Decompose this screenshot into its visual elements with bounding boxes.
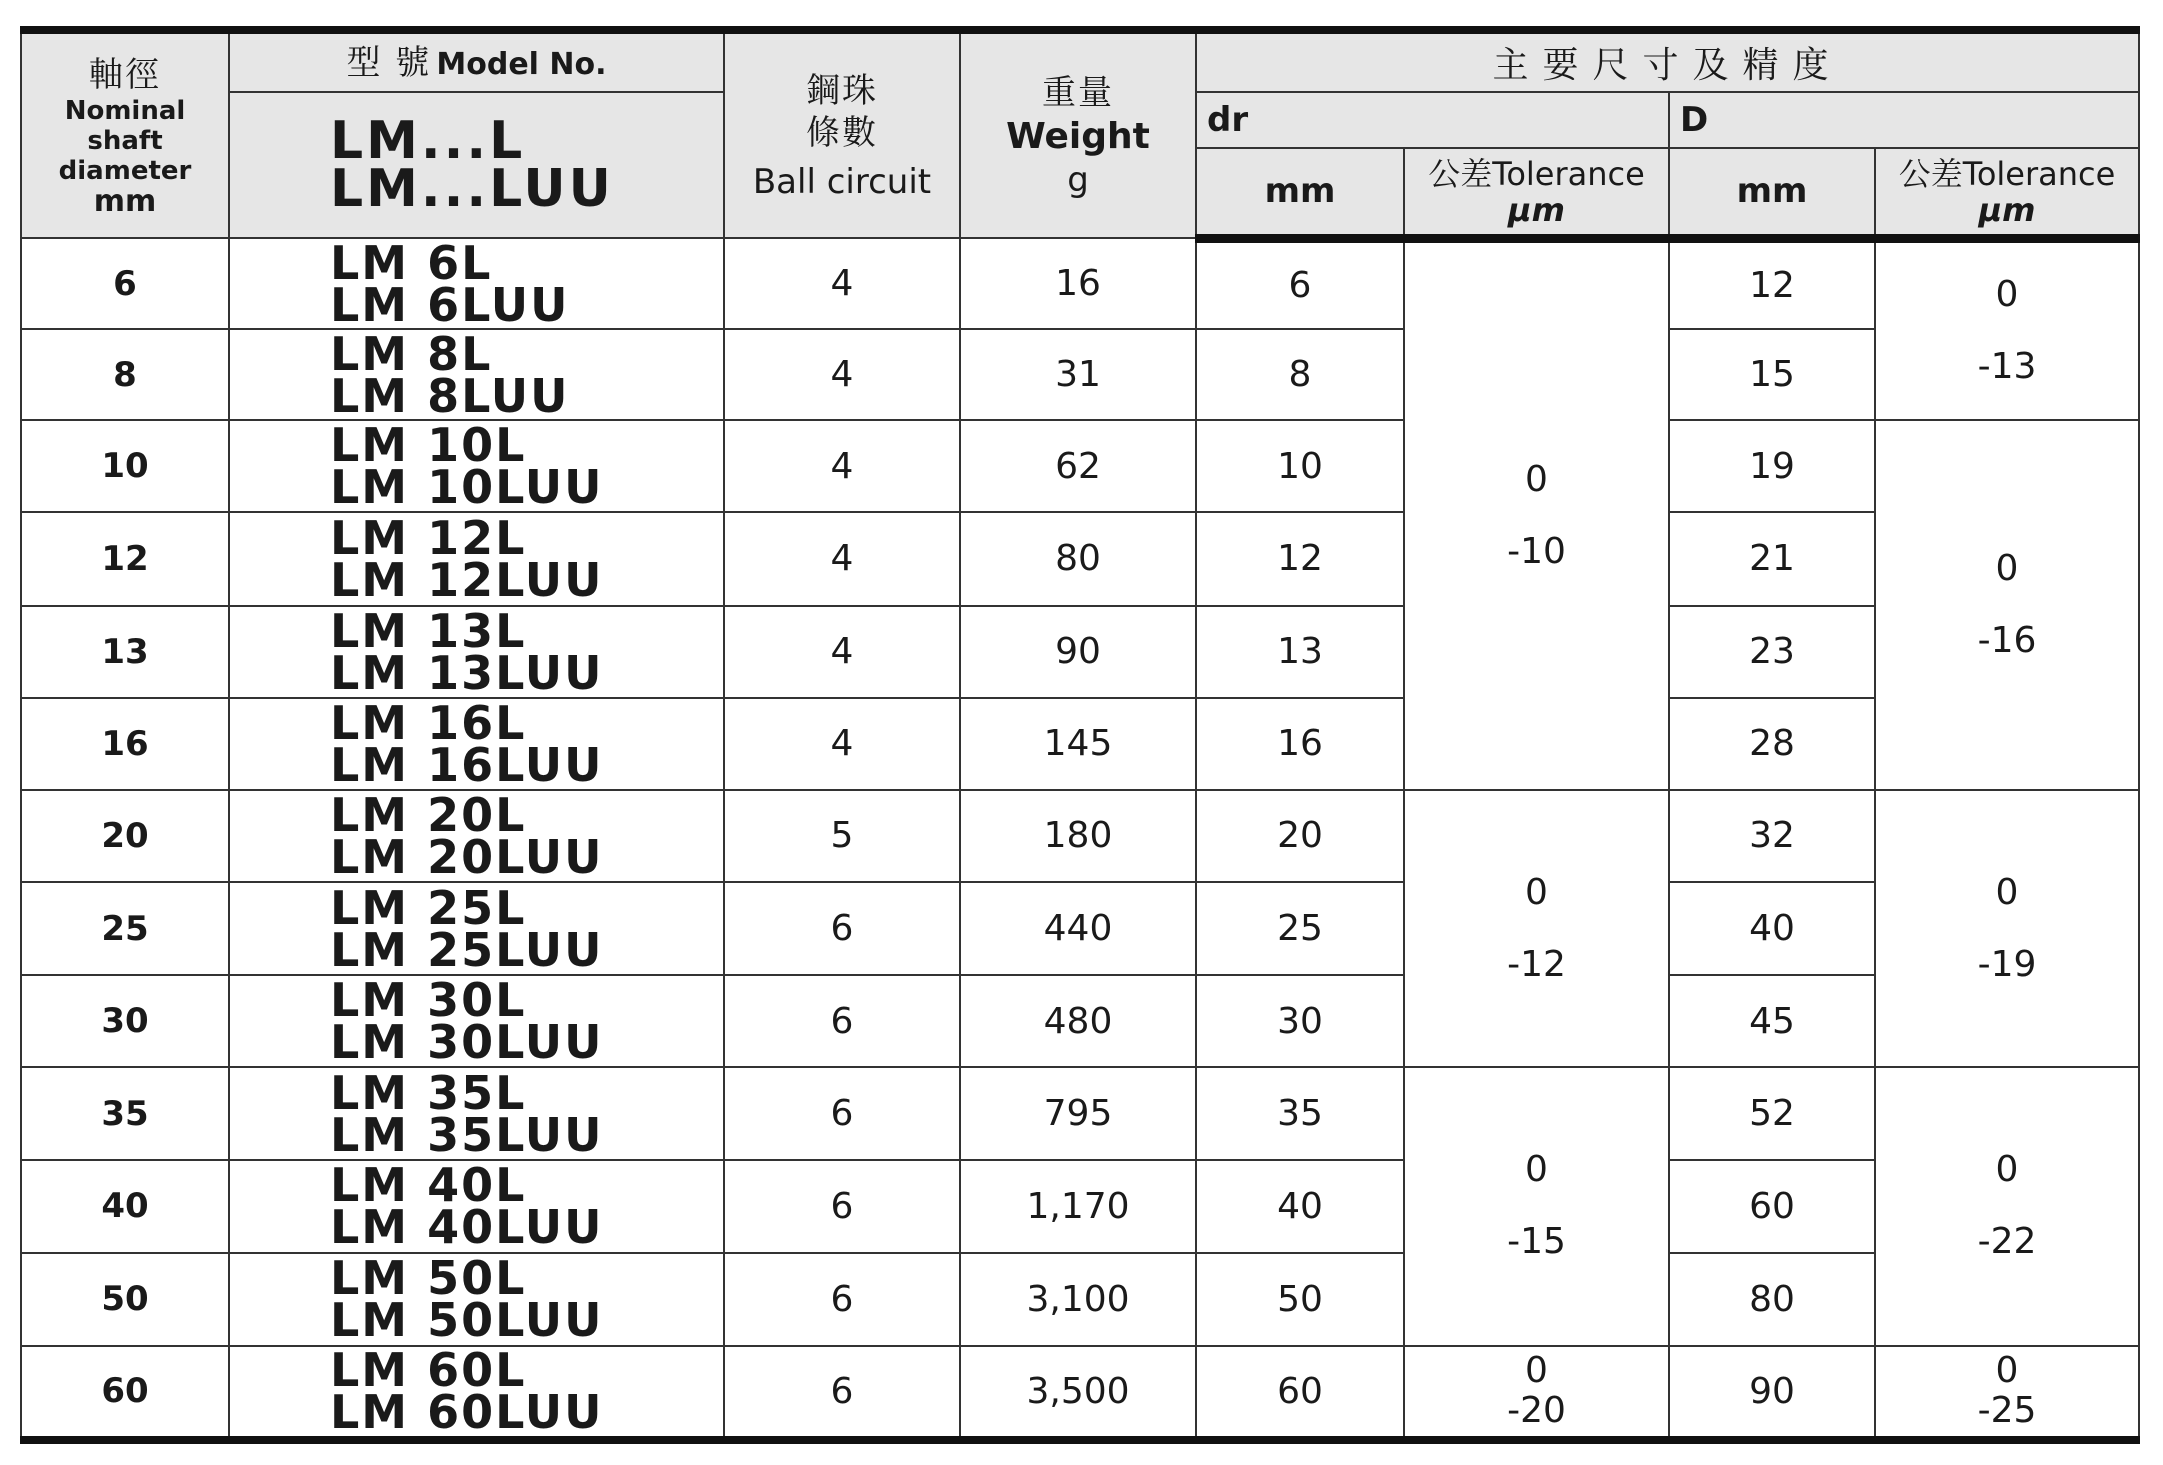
model-no-uu: LM 35LUU	[330, 1107, 604, 1161]
table-row	[21, 512, 2139, 605]
table-row	[21, 606, 2139, 698]
model-no: LM 20L	[330, 789, 527, 842]
cell-model	[229, 1067, 724, 1160]
cell-D: 80	[1669, 1253, 1875, 1346]
table-row	[21, 882, 2139, 975]
cell-shaft: 30	[21, 975, 229, 1067]
cell-model	[229, 1346, 724, 1440]
cell-ball-circuit: 6	[724, 1346, 960, 1440]
model-no-uu: LM 50LUU	[330, 1293, 604, 1346]
cell-shaft: 6	[21, 238, 229, 329]
cell-model	[229, 329, 724, 420]
cell-dr: 20	[1196, 790, 1404, 882]
cell-weight: 31	[960, 329, 1196, 420]
cell-weight: 440	[960, 882, 1196, 975]
cell-dr: 50	[1196, 1253, 1404, 1346]
table-row	[21, 420, 2139, 512]
cell-model	[229, 975, 724, 1067]
header-ball-circuit	[724, 30, 960, 238]
D-tol-upper: 0	[1995, 1149, 2019, 1191]
cell-ball-circuit: 4	[724, 420, 960, 512]
cell-model	[229, 698, 724, 790]
cell-shaft: 13	[21, 606, 229, 698]
cell-weight: 16	[960, 238, 1196, 329]
table-row	[21, 1253, 2139, 1346]
table-row	[21, 1067, 2139, 1160]
table-row	[21, 329, 2139, 420]
dr-tol-upper: 0	[1525, 871, 1548, 913]
header-dr: dr	[1196, 92, 1669, 148]
header-weight	[960, 30, 1196, 238]
cell-dr-tolerance	[1404, 238, 1669, 790]
cell-model	[229, 512, 724, 605]
cell-ball-circuit: 6	[724, 975, 960, 1067]
model-no: LM 50L	[330, 1252, 527, 1306]
cell-model	[229, 1160, 724, 1252]
model-no: LM 60L	[330, 1345, 527, 1398]
table-row	[21, 698, 2139, 790]
cell-weight: 145	[960, 698, 1196, 790]
cell-D: 32	[1669, 790, 1875, 882]
header-weight-en: Weight	[1006, 115, 1150, 157]
header-D-tol-label	[1876, 155, 2138, 193]
cell-shaft: 35	[21, 1067, 229, 1160]
cell-shaft: 40	[21, 1160, 229, 1252]
header-ball-cn-2: 條數	[806, 112, 878, 153]
cell-dr-tolerance	[1404, 790, 1669, 1067]
D-tol-upper: 0	[1995, 1350, 2019, 1392]
header-shaft-en-2: shaft	[87, 125, 163, 156]
D-tol-upper: 0	[1995, 273, 2019, 315]
cell-shaft: 10	[21, 420, 229, 512]
model-no: LM 13L	[330, 605, 527, 658]
header-D-mm: mm	[1669, 148, 1875, 238]
header-dr-tol-unit: μm	[1508, 191, 1565, 230]
header-model-cn: 型 號	[346, 42, 432, 83]
cell-D: 60	[1669, 1160, 1875, 1252]
cell-weight: 80	[960, 512, 1196, 605]
table-row	[21, 238, 2139, 329]
table-row	[21, 975, 2139, 1067]
model-no: LM 6L	[330, 238, 493, 290]
cell-weight: 62	[960, 420, 1196, 512]
header-D-tol-cn: 公差	[1898, 155, 1963, 194]
cell-weight: 480	[960, 975, 1196, 1067]
cell-ball-circuit: 6	[724, 882, 960, 975]
dr-tol-lower: -20	[1507, 1390, 1566, 1432]
cell-dr: 12	[1196, 512, 1404, 605]
linear-bushing-spec-table	[20, 26, 2140, 1444]
cell-D: 23	[1669, 606, 1875, 698]
cell-ball-circuit: 4	[724, 606, 960, 698]
cell-D-tolerance	[1875, 238, 2139, 420]
D-tol-upper: 0	[1995, 871, 2019, 913]
cell-D: 21	[1669, 512, 1875, 605]
header-weight-cn: 重量	[1042, 72, 1114, 113]
header-dr-mm: mm	[1196, 148, 1404, 238]
model-no-uu: LM 6LUU	[330, 277, 570, 330]
header-model-series-1: LM...L	[330, 111, 526, 171]
cell-D: 28	[1669, 698, 1875, 790]
dr-tol-lower: -15	[1507, 1221, 1566, 1263]
header-weight-unit: g	[1067, 159, 1089, 200]
header-shaft-diameter	[21, 30, 229, 238]
model-no: LM 8L	[330, 329, 493, 381]
cell-shaft: 50	[21, 1253, 229, 1346]
cell-D-tolerance	[1875, 790, 2139, 1067]
cell-weight: 90	[960, 606, 1196, 698]
D-tol-lower: -13	[1977, 345, 2037, 387]
cell-D: 52	[1669, 1067, 1875, 1160]
cell-weight: 3,500	[960, 1346, 1196, 1440]
header-model-no	[229, 30, 724, 92]
model-no: LM 16L	[330, 697, 527, 750]
cell-dr: 16	[1196, 698, 1404, 790]
cell-shaft: 8	[21, 329, 229, 420]
header-dr-tol-cn: 公差	[1428, 155, 1493, 194]
cell-ball-circuit: 4	[724, 512, 960, 605]
header-dr-tol-en: Tolerance	[1492, 155, 1645, 194]
cell-shaft: 25	[21, 882, 229, 975]
table-row	[21, 790, 2139, 882]
spec-sheet	[20, 26, 2138, 1444]
model-no-uu: LM 40LUU	[330, 1200, 604, 1253]
header-D: D	[1669, 92, 2139, 148]
cell-ball-circuit: 6	[724, 1067, 960, 1160]
cell-shaft: 12	[21, 512, 229, 605]
cell-weight: 180	[960, 790, 1196, 882]
cell-ball-circuit: 4	[724, 698, 960, 790]
header-shaft-en-1: Nominal	[64, 95, 186, 126]
cell-dr: 30	[1196, 975, 1404, 1067]
header-shaft-en-3: diameter	[58, 155, 192, 186]
cell-dr: 40	[1196, 1160, 1404, 1252]
cell-D: 15	[1669, 329, 1875, 420]
cell-D: 45	[1669, 975, 1875, 1067]
model-no-uu: LM 12LUU	[330, 552, 604, 606]
cell-dr-tolerance	[1404, 1346, 1669, 1440]
cell-model	[229, 238, 724, 329]
cell-shaft: 60	[21, 1346, 229, 1440]
cell-dr: 10	[1196, 420, 1404, 512]
header-model-en: Model No.	[436, 46, 607, 82]
model-no: LM 10L	[330, 420, 527, 473]
cell-model	[229, 882, 724, 975]
cell-dr: 13	[1196, 606, 1404, 698]
header-shaft-unit: mm	[93, 183, 157, 219]
cell-ball-circuit: 6	[724, 1253, 960, 1346]
D-tol-lower: -19	[1977, 943, 2037, 985]
model-no: LM 25L	[330, 881, 527, 935]
cell-ball-circuit: 4	[724, 329, 960, 420]
dr-tol-lower: -12	[1507, 943, 1566, 985]
cell-model	[229, 420, 724, 512]
cell-D-tolerance	[1875, 1346, 2139, 1440]
cell-dr: 60	[1196, 1346, 1404, 1440]
cell-weight: 3,100	[960, 1253, 1196, 1346]
model-no: LM 35L	[330, 1067, 527, 1120]
model-no-uu: LM 60LUU	[330, 1385, 604, 1440]
cell-D-tolerance	[1875, 420, 2139, 790]
cell-model	[229, 606, 724, 698]
model-no-uu: LM 25LUU	[330, 922, 604, 976]
dr-tol-upper: 0	[1525, 1350, 1548, 1392]
cell-dr: 35	[1196, 1067, 1404, 1160]
header-ball-en: Ball circuit	[752, 161, 932, 202]
table-row	[21, 1346, 2139, 1440]
model-no-uu: LM 16LUU	[330, 737, 604, 790]
cell-ball-circuit: 6	[724, 1160, 960, 1252]
model-no: LM 30L	[330, 975, 527, 1028]
cell-shaft: 16	[21, 698, 229, 790]
cell-dr: 25	[1196, 882, 1404, 975]
model-no-uu: LM 8LUU	[330, 368, 570, 421]
cell-weight: 1,170	[960, 1160, 1196, 1252]
header-shaft-cn: 軸徑	[89, 54, 161, 95]
cell-D: 12	[1669, 238, 1875, 329]
cell-ball-circuit: 4	[724, 238, 960, 329]
model-no-uu: LM 13LUU	[330, 645, 604, 698]
header-main-dimensions: 主要尺寸及精度	[1196, 30, 2139, 92]
cell-dr: 8	[1196, 329, 1404, 420]
header-dr-tolerance	[1404, 148, 1669, 238]
header-D-tolerance	[1875, 148, 2139, 238]
cell-D: 19	[1669, 420, 1875, 512]
dr-tol-upper: 0	[1525, 1149, 1548, 1191]
cell-shaft: 20	[21, 790, 229, 882]
header-model-series-2: LM...LUU	[330, 159, 614, 219]
model-no-uu: LM 20LUU	[330, 829, 604, 882]
D-tol-lower: -22	[1977, 1221, 2037, 1263]
model-no: LM 12L	[330, 512, 527, 565]
model-no-uu: LM 10LUU	[330, 460, 604, 513]
cell-weight: 795	[960, 1067, 1196, 1160]
cell-D: 40	[1669, 882, 1875, 975]
header-dr-tol-label	[1405, 155, 1668, 193]
model-no-uu: LM 30LUU	[330, 1015, 604, 1068]
header-D-tol-unit: μm	[1978, 191, 2036, 230]
dr-tol-lower: -10	[1507, 530, 1566, 572]
D-tol-lower: -25	[1977, 1390, 2037, 1432]
cell-model	[229, 1253, 724, 1346]
table-row	[21, 1160, 2139, 1252]
cell-ball-circuit: 5	[724, 790, 960, 882]
header-ball-cn-1: 鋼珠	[806, 70, 878, 111]
cell-D-tolerance	[1875, 1067, 2139, 1345]
cell-model	[229, 790, 724, 882]
dr-tol-upper: 0	[1525, 458, 1548, 500]
D-tol-upper: 0	[1995, 548, 2019, 590]
header-D-tol-en: Tolerance	[1962, 155, 2116, 194]
cell-D: 90	[1669, 1346, 1875, 1440]
header-model-series	[229, 92, 724, 238]
D-tol-lower: -16	[1977, 620, 2037, 662]
cell-dr-tolerance	[1404, 1067, 1669, 1345]
model-no: LM 40L	[330, 1160, 527, 1213]
cell-dr: 6	[1196, 238, 1404, 329]
